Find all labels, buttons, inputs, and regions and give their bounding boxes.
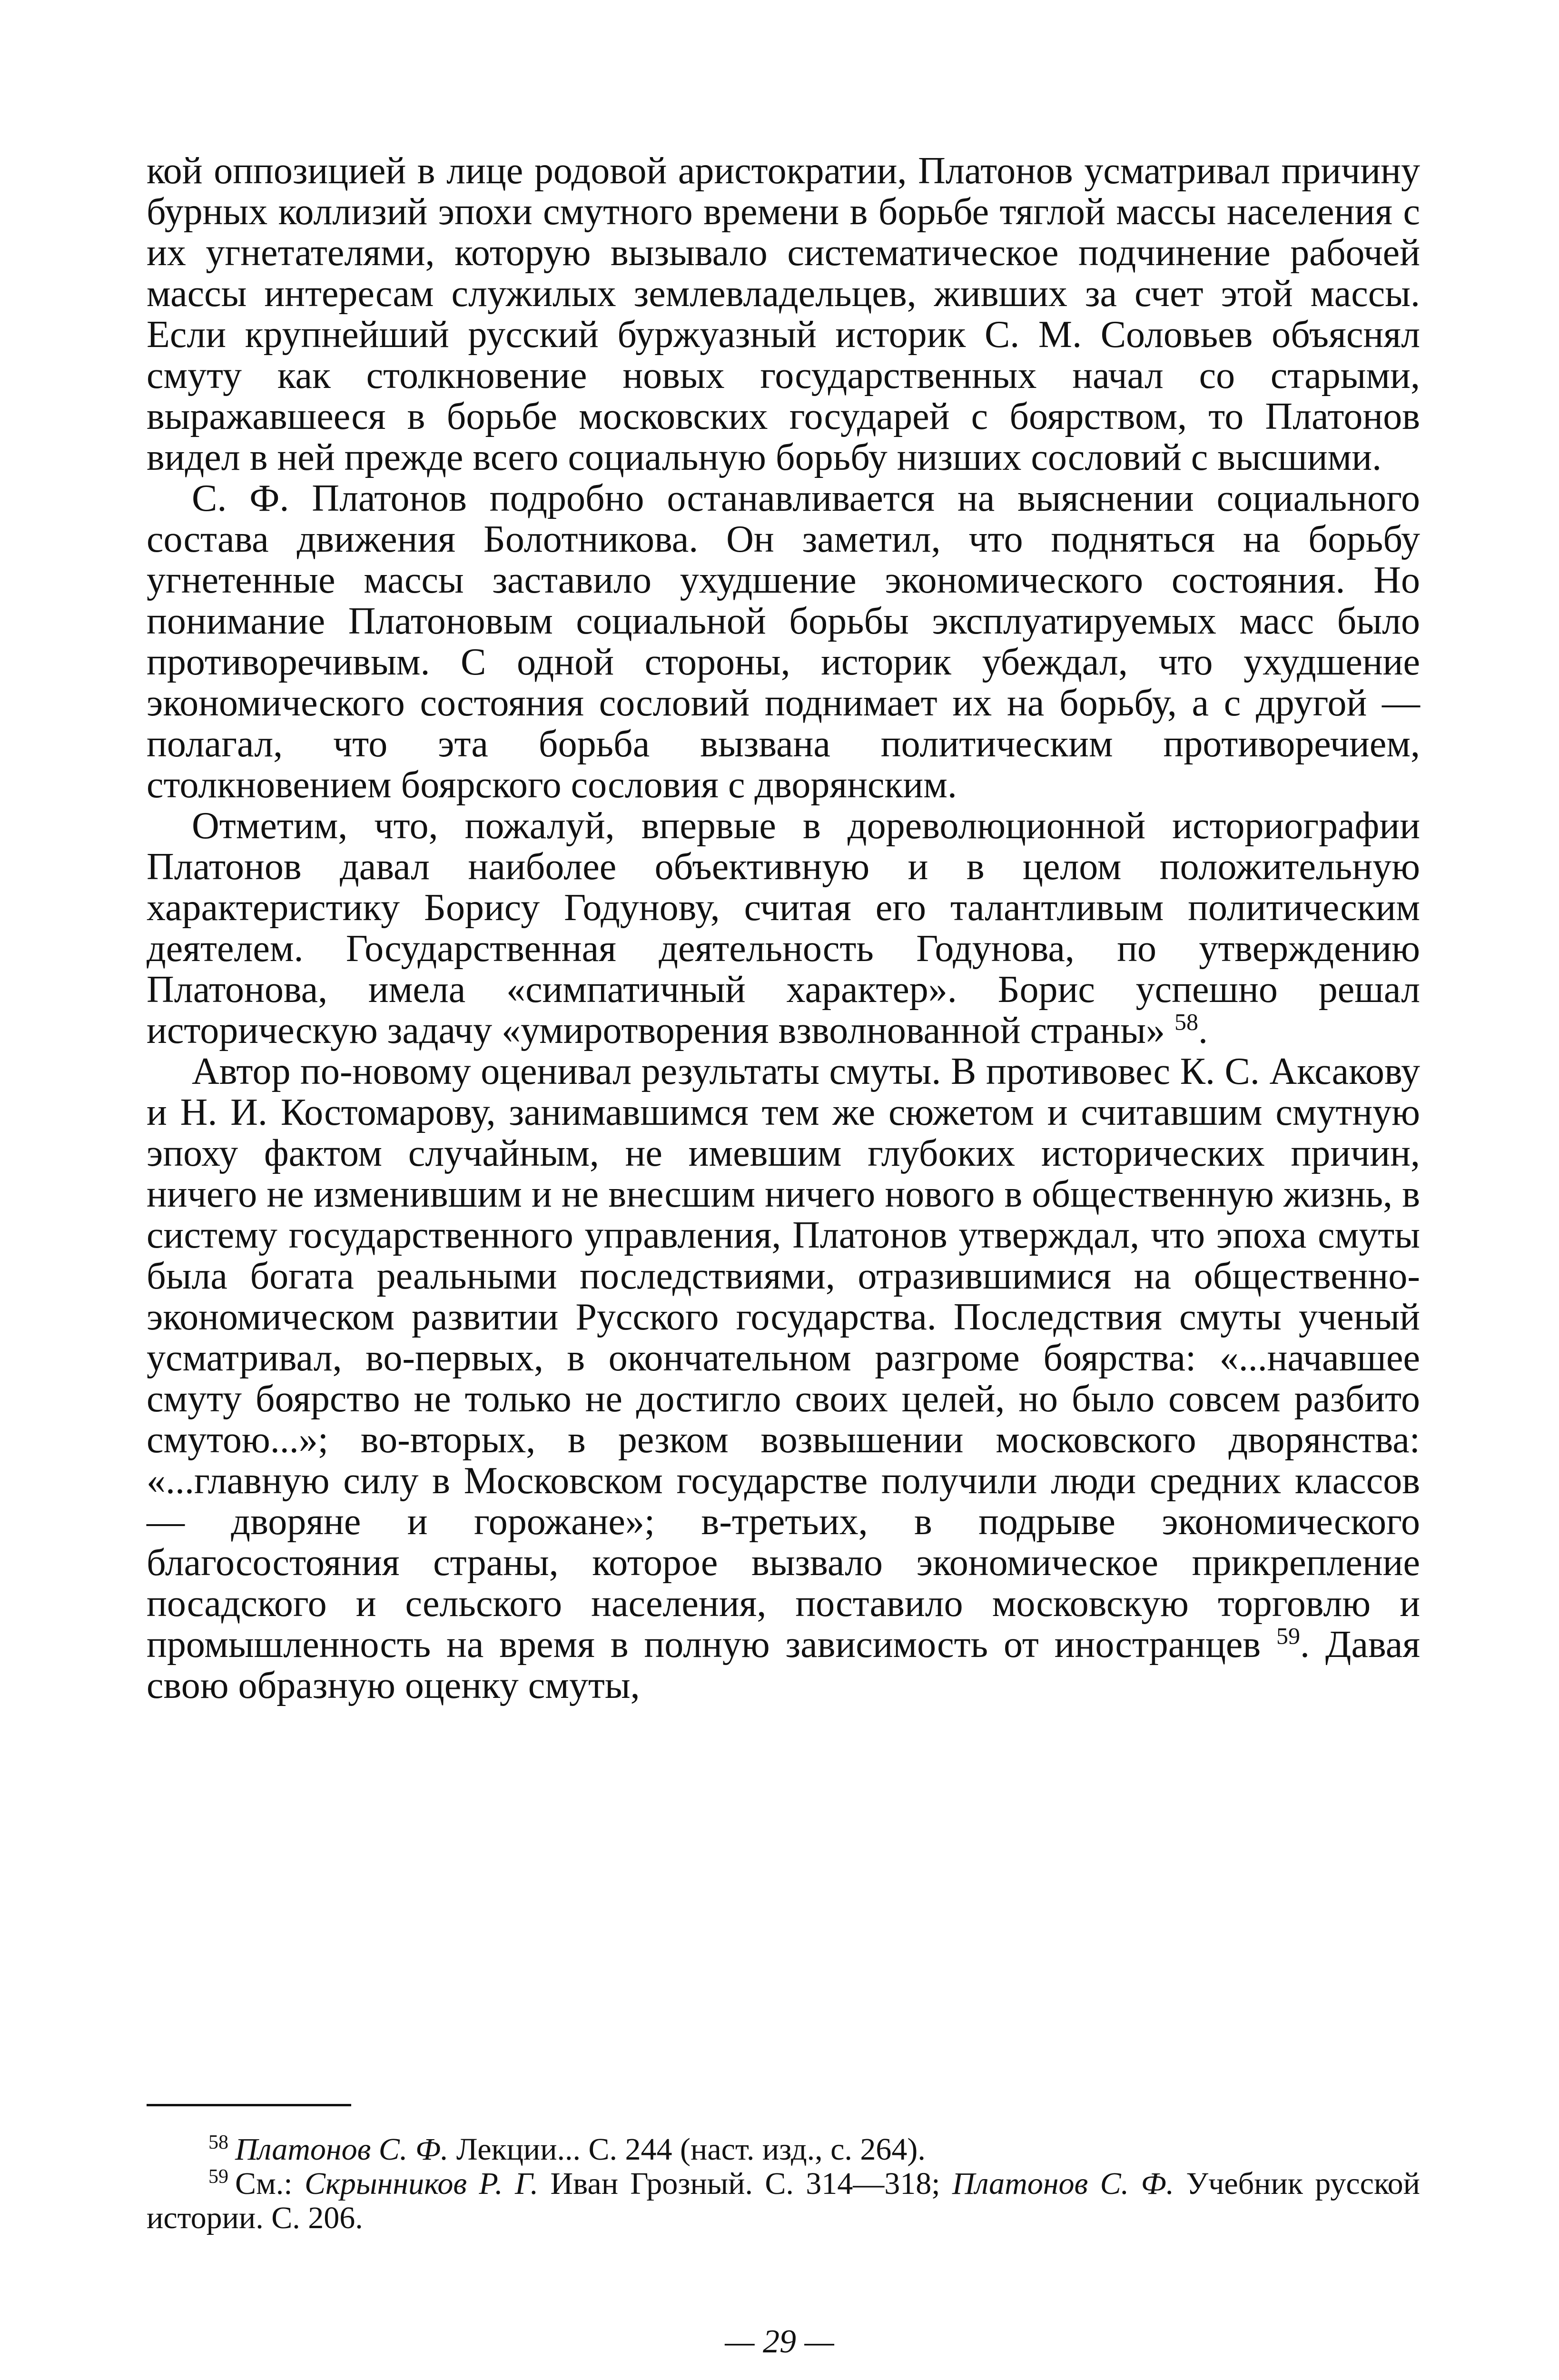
footnote-59-text-1: Иван Грозный. С. 314—318;: [538, 2166, 952, 2201]
footnote-divider: [147, 2104, 351, 2106]
page-number: — 29 —: [725, 2323, 834, 2360]
paragraph-4: [147, 1051, 1420, 1706]
footnote-59-author-1: Скрынников Р. Г.: [305, 2166, 539, 2201]
footnotes: [147, 2132, 1420, 2235]
footnote-58-author: Платонов С. Ф.: [235, 2132, 449, 2167]
footnote-59-number: 59: [208, 2166, 228, 2188]
paragraph-3-text: Отметим, что, пожалуй, впервые в дореволюционной историографии Платонов давал наиболее объективную и в целом положительную характеристику Борису Годунову, считая его талантливым политическим деятелем. Государственная деятельность Годунова, по утверждению Платонова, имела «симпатичный характер». Борис успешно решал историческую задачу «умиротворения взволнованной страны»: [147, 805, 1420, 1051]
paragraph-2: С. Ф. Платонов подробно останавливается на выяснении социального состава движения Болотникова. Он заметил, что подняться на борьбу угнетенные массы заставило ухудшение экономического состояния. Но понимание Платоновым социальной борьбы эксплуатируемых масс было противоречивым. С одной стороны, историк убеждал, что ухудшение экономического состояния сословий поднимает их на борьбу, а с другой — полагал, что эта борьба вызвана политическим противоречием, столкновением боярского сословия с дворянским.: [147, 477, 1420, 806]
footnote-ref-58: 58: [1174, 1008, 1199, 1035]
footnote-59-text-2: Учебник русской истории. С. 206.: [147, 2166, 1421, 2235]
footnote-58-number: 58: [208, 2132, 228, 2153]
main-text: [147, 150, 1420, 1706]
paragraph-3-end: .: [1198, 1010, 1208, 1051]
footnote-59-author-2: Платонов С. Ф.: [952, 2166, 1174, 2201]
paragraph-4-end: . Давая свою образную оценку смуты,: [147, 1624, 1420, 1706]
footnote-59: [147, 2167, 1420, 2235]
paragraph-1: кой оппозицией в лице родовой аристократии, Платонов усматривал причину бурных коллизий эпохи смутного времени в борьбе тяглой массы населения с их угнетателями, которую вызывало систематическое подчинение рабочей массы интересам служилых землевладельцев, живших за счет этой массы. Если крупнейший русский буржуазный историк С. М. Соловьев объяснял смуту как столкновение новых государственных начал со старыми, выражавшееся в борьбе московских государей с боярством, то Платонов видел в ней прежде всего социальную борьбу низших сословий с высшими.: [147, 150, 1420, 478]
footnote-59-prefix: См.:: [235, 2166, 305, 2201]
paragraph-3: [147, 805, 1420, 1051]
footnote-58-text: Лекции... С. 244 (наст. изд., с. 264).: [448, 2132, 926, 2167]
footnote-58: [147, 2132, 1420, 2167]
footnote-ref-59: 59: [1276, 1622, 1301, 1649]
paragraph-4-text: Автор по-новому оценивал результаты смуты. В противовес К. С. Аксакову и Н. И. Костомарову, занимавшимся тем же сюжетом и считавшим смутную эпоху фактом случайным, не имевшим глубоких исторических причин, ничего не изменившим и не внесшим ничего нового в общественную жизнь, в систему государственного управления, Платонов утверждал, что эпоха смуты была богата реальными последствиями, отразившимися на общественно-экономическом развитии Русского государства. Последствия смуты ученый усматривал, во-первых, в окончательном разгроме боярства: «...начавшее смуту боярство не только не достигло своих целей, но было совсем разбито смутою...»; во-вторых, в резком возвышении московского дворянства: «...главную силу в Московском государстве получили люди средних классов — дворяне и горожане»; в-третьих, в подрыве экономического благосостояния страны, которое вызвало экономическое прикрепление посадского и сельского населения, поставило московскую торговлю и промышленность на время в полную зависимость от иностранцев: [147, 1051, 1420, 1666]
